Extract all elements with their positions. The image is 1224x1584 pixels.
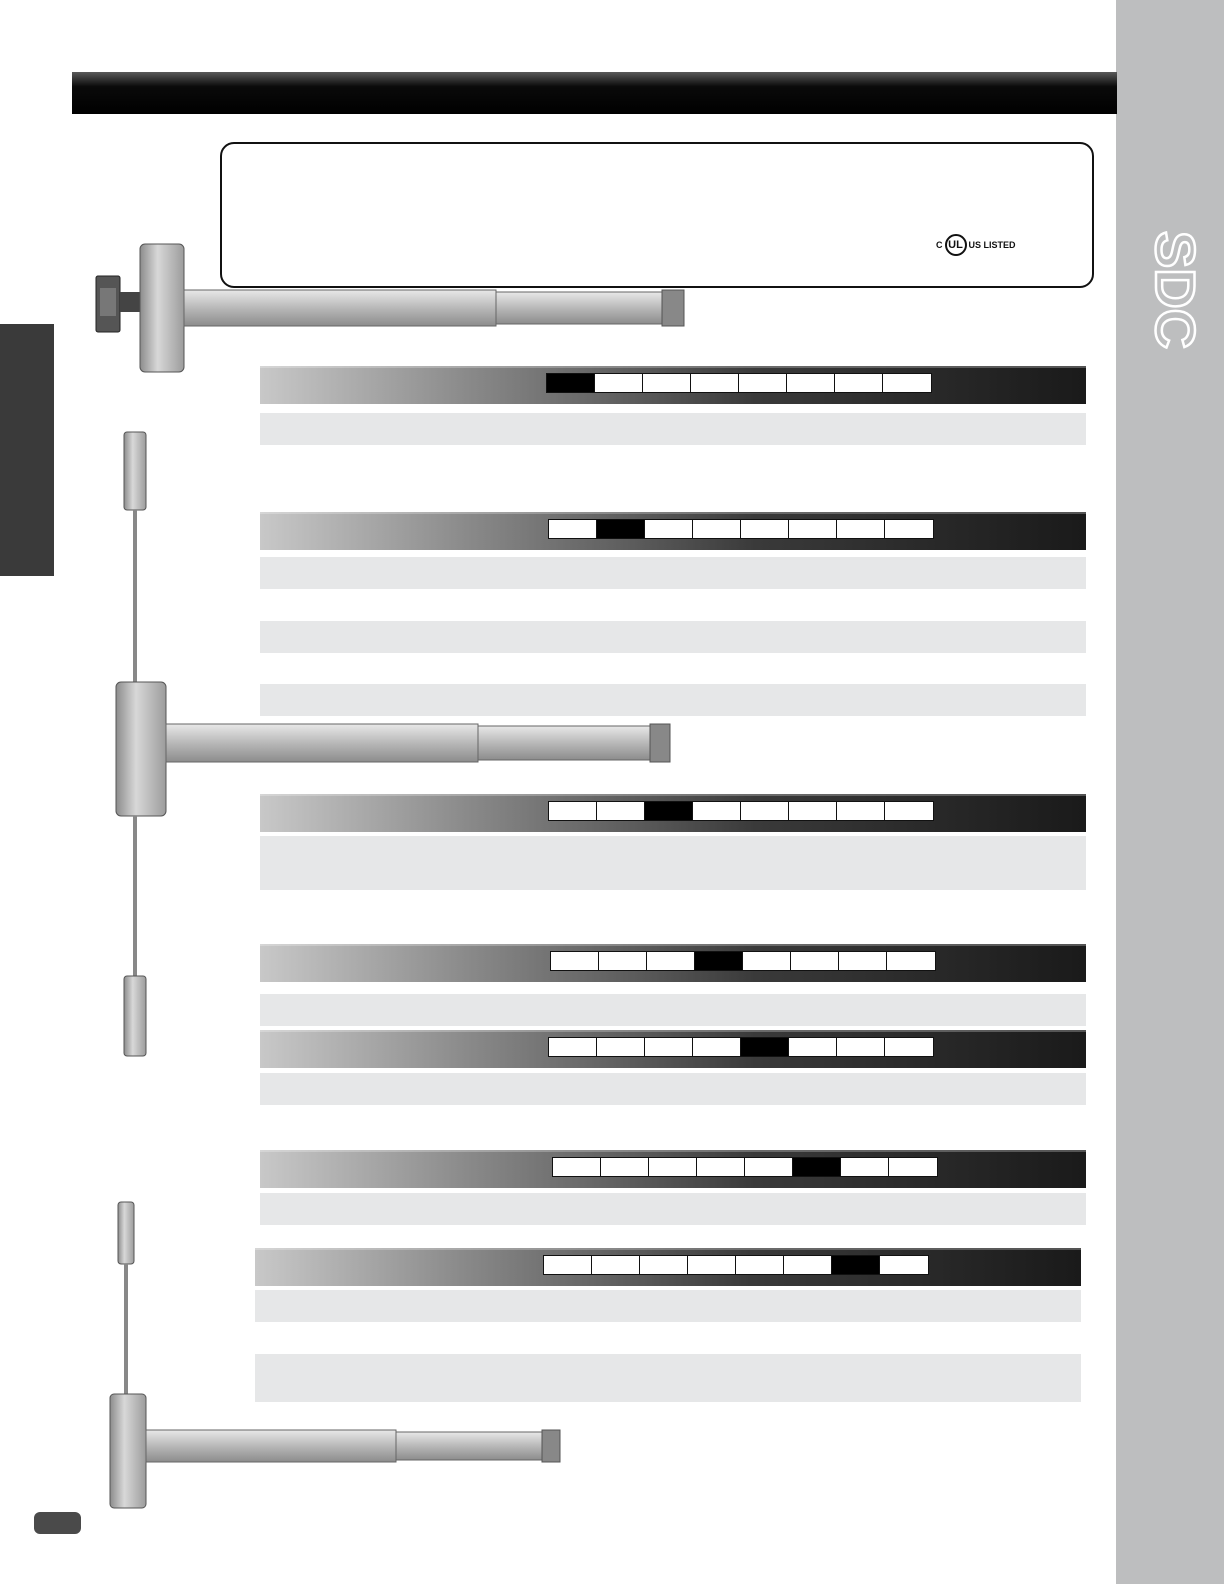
- info-row: [260, 1193, 1086, 1225]
- position-tab: [597, 1038, 645, 1056]
- position-tab: [645, 520, 693, 538]
- position-tab: [789, 802, 837, 820]
- position-tab: [789, 520, 837, 538]
- position-tab: [736, 1256, 784, 1274]
- ul-listed-mark: [936, 232, 1016, 258]
- position-tab: [693, 520, 741, 538]
- c-mark: C: [936, 240, 943, 250]
- left-section-tab: [0, 324, 54, 576]
- info-row: [255, 1290, 1081, 1322]
- info-row: [260, 557, 1086, 589]
- rim-exit-device-image: [94, 240, 694, 376]
- section-header: [260, 944, 1086, 982]
- position-tab: [741, 520, 789, 538]
- position-tab-active: [547, 374, 595, 392]
- position-tab: [835, 374, 883, 392]
- position-tabs: [546, 373, 932, 393]
- position-tabs: [548, 1037, 934, 1057]
- position-tab: [791, 952, 839, 970]
- position-tab: [697, 1158, 745, 1176]
- position-tab: [645, 1038, 693, 1056]
- listed-text: US LISTED: [968, 240, 1016, 250]
- position-tab: [880, 1256, 928, 1274]
- position-tabs: [548, 801, 934, 821]
- position-tab: [549, 802, 597, 820]
- position-tab: [739, 374, 787, 392]
- position-tab: [885, 520, 933, 538]
- position-tab: [549, 520, 597, 538]
- section-header: [255, 1248, 1081, 1286]
- position-tab-active: [645, 802, 693, 820]
- position-tab: [837, 802, 885, 820]
- position-tab: [693, 1038, 741, 1056]
- position-tab: [595, 374, 643, 392]
- info-row: [255, 1354, 1081, 1402]
- position-tab: [691, 374, 739, 392]
- position-tab-active: [741, 1038, 789, 1056]
- position-tab: [553, 1158, 601, 1176]
- position-tab: [688, 1256, 736, 1274]
- info-row: [260, 836, 1086, 890]
- svg-text:SDC: SDC: [1144, 230, 1207, 350]
- position-tab: [885, 802, 933, 820]
- position-tab: [597, 802, 645, 820]
- section-header: [260, 512, 1086, 550]
- position-tab: [887, 952, 935, 970]
- position-tabs: [543, 1255, 929, 1275]
- position-tab: [837, 1038, 885, 1056]
- position-tab: [841, 1158, 889, 1176]
- position-tabs: [548, 519, 934, 539]
- position-tab: [601, 1158, 649, 1176]
- info-row: [260, 684, 1086, 716]
- position-tab: [883, 374, 931, 392]
- position-tab: [592, 1256, 640, 1274]
- position-tab: [544, 1256, 592, 1274]
- section-header: [260, 1030, 1086, 1068]
- page-number-badge: [34, 1512, 81, 1534]
- position-tab: [640, 1256, 688, 1274]
- position-tab: [647, 952, 695, 970]
- position-tab-active: [597, 520, 645, 538]
- position-tab: [787, 374, 835, 392]
- position-tab: [551, 952, 599, 970]
- position-tab: [599, 952, 647, 970]
- position-tab: [789, 1038, 837, 1056]
- position-tab: [743, 952, 791, 970]
- position-tab: [839, 952, 887, 970]
- position-tab-active: [832, 1256, 880, 1274]
- position-tab: [784, 1256, 832, 1274]
- position-tab: [741, 802, 789, 820]
- position-tab-active: [793, 1158, 841, 1176]
- position-tab: [885, 1038, 933, 1056]
- info-row: [260, 413, 1086, 445]
- section-header: [260, 1150, 1086, 1188]
- position-tab: [693, 802, 741, 820]
- section-header: [260, 366, 1086, 404]
- position-tab: [649, 1158, 697, 1176]
- section-header: [260, 794, 1086, 832]
- title-banner: [72, 72, 1117, 114]
- info-row: [260, 621, 1086, 653]
- position-tabs: [550, 951, 936, 971]
- info-row: [260, 994, 1086, 1026]
- position-tab: [889, 1158, 937, 1176]
- position-tabs: [552, 1157, 938, 1177]
- position-tab: [643, 374, 691, 392]
- sdc-logo: [1127, 220, 1217, 360]
- position-tab: [549, 1038, 597, 1056]
- info-row: [260, 1073, 1086, 1105]
- position-tab: [837, 520, 885, 538]
- position-tab-active: [695, 952, 743, 970]
- position-tab: [745, 1158, 793, 1176]
- ul-circle-icon: UL: [945, 234, 967, 256]
